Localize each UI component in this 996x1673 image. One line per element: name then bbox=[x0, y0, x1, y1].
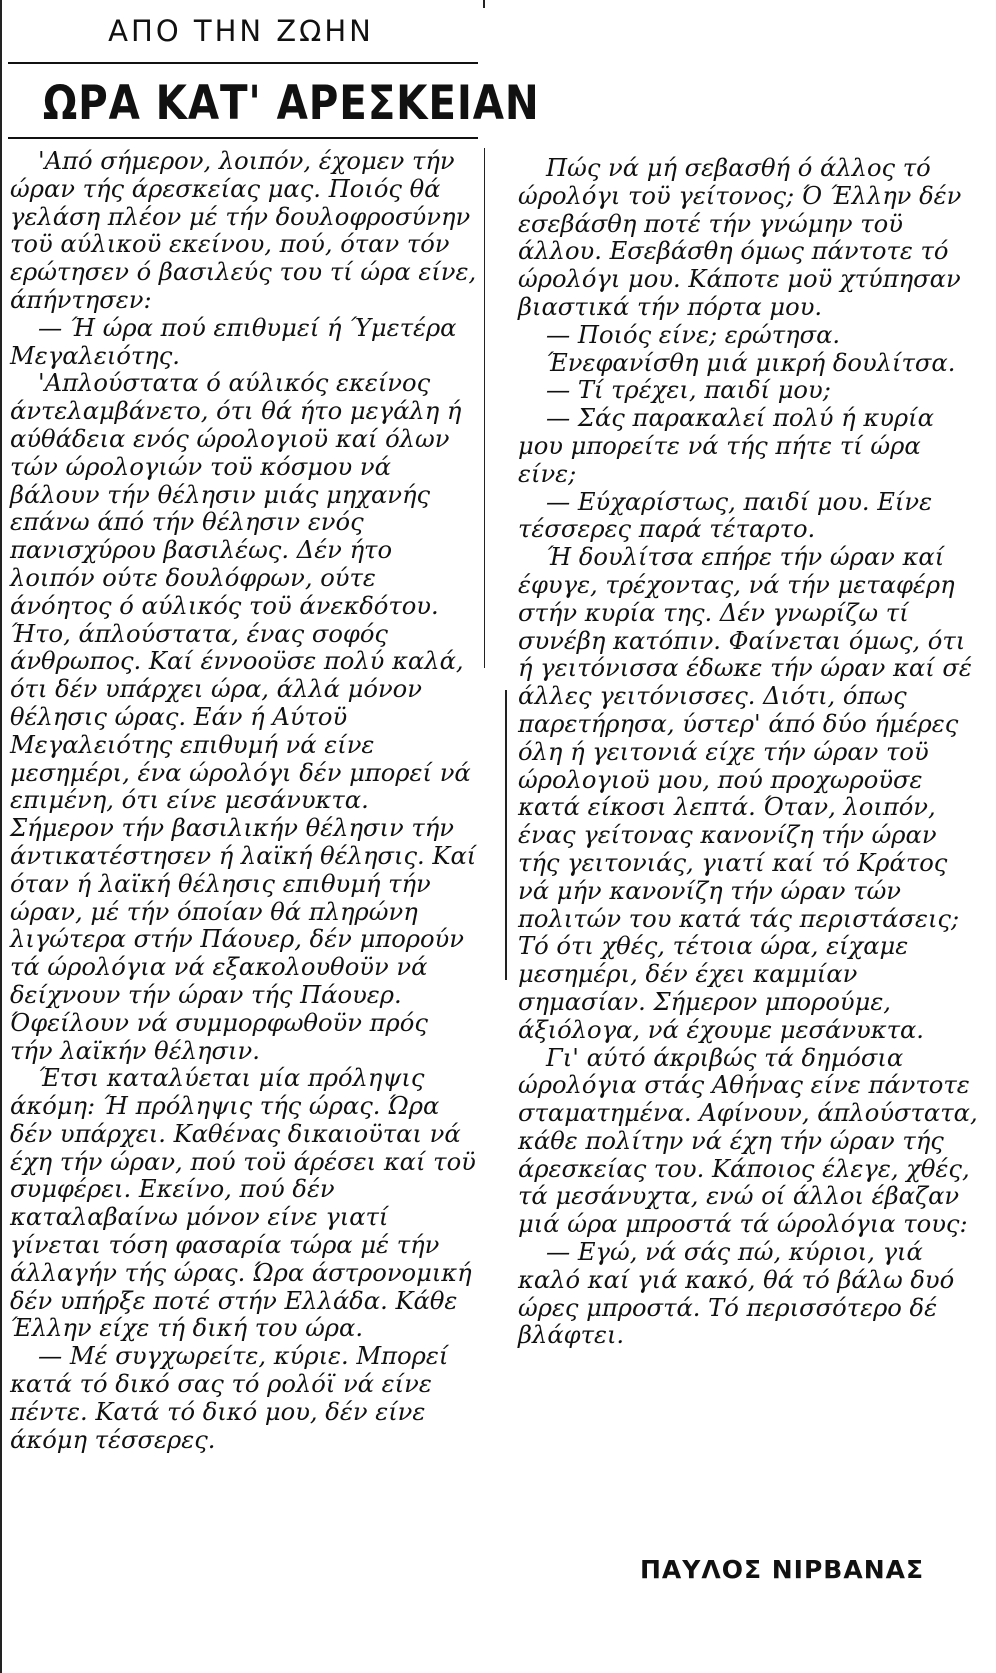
header-rule-top bbox=[8, 62, 478, 64]
paragraph: Ή δουλίτσα επήρε τήν ώραν καί έφυγε, τρέχοντας, νά τήν μεταφέρη στήν κυρία της. Δέν γνωρίζω τί συνέβη κατόπιν. Φαίνεται όμως, ότι ή γειτόνισσα έδωκε τήν ώραν καί σέ άλλες γειτόνισσες. Διότι, όπως παρετήρησα, ύστερ' άπό δύο ήμέρες όλη ή γειτονιά είχε τήν ώραν τοϋ ώρολογιοϋ μου, πού προχωροϋσε κατά είκοσι λεπτά. Όταν, λοιπόν, ένας γείτονας κανονίζη τήν ώραν τής γειτονιάς, γιατί καί τό Κράτος νά μήν κανονίζη τήν ώραν τών πολιτών του κατά τάς περιστάσεις; Τό ότι χθές, τέτοια ώρα, είχαμε μεσημέρι, δέν έχει καμμίαν σημασίαν. Σήμερον μπορούμε, άξιόλογα, νά έχουμε μεσάνυκτα. bbox=[518, 543, 972, 1044]
paragraph: — Ή ώρα πού επιθυμεί ή Ύμετέρα Μεγαλειότης. bbox=[10, 313, 457, 370]
paragraph: Πώς νά μή σεβασθή ό άλλος τό ώρολόγι τοϋ γείτονος; Ό Έλλην δέν εσεβάσθη ποτέ τήν γνώμην τοϋ άλλου. Εσεβάσθη όμως πάντοτε τό ώρολόγι μου. Κάποτε μοϋ χτύπησαν βιαστικά τήν πόρτα μου. bbox=[518, 154, 962, 321]
paragraph: Έτσι καταλύεται μία πρόληψις άκόμη: Ή πρόληψις τής ώρας. Ώρα δέν υπάρχει. Καθένας δικαιοϋται νά έχη τήν ώραν, πού τοϋ άρέσει καί τοϋ συμφέρει. Εκείνο, πού δέν καταλαβαίνω μόνον είνε γιατί γίνεται τόση φασαρία τώρα μέ τήν άλλαγήν τής ώρας. Ώρα άστρονομική δέν υπήρξε ποτέ στήν Ελλάδα. Κάθε Έλλην είχε τή δική του ώρα. bbox=[10, 1064, 476, 1343]
column-tick-mark bbox=[483, 0, 485, 8]
paragraph: 'Απλούστατα ό αύλικός εκείνος άντελαμβάνετο, ότι θά ήτο μεγάλη ή αύθάδεια ενός ώρολογιοϋ καί όλων τών ώρολογιών τοϋ κόσμου νά βάλουν τήν θέλησιν μιάς μηχανής επάνω άπό τήν θέλησιν ενός πανισχύρου βασιλέως. Δέν ήτο λοιπόν ούτε δουλόφρων, ούτε άνόητος ό αύλικός τοϋ άνεκδότου. Ήτο, άπλούστατα, ένας σοφός άνθρωπος. Καί έννοοϋσε πολύ καλά, ότι δέν υπάρχει ώρα, άλλά μόνον θέλησις ώρας. Εάν ή Αύτοϋ Μεγαλειότης επιθυμή νά είνε μεσημέρι, ένα ώρολόγι δέν μπορεί νά επιμένη, ότι είνε μεσάνυκτα. Σήμερον τήν βασιλικήν θέλησιν τήν άντικατέστησεν ή λαϊκή θέλησις. Καί όταν ή λαϊκή θέλησις επιθυμή τήν ώραν, μέ τήν όποίαν θά πληρώνη λιγώτερα στήν Πάουερ, δέν μπορούν τά ώρολόγια νά εξακολουθοϋν νά δείχνουν τήν ώραν τής Πάουερ. Όφείλουν νά συμμορφωθοϋν πρός τήν λαϊκήν θέλησιν. bbox=[10, 369, 477, 1065]
header-rule-bottom bbox=[8, 137, 478, 139]
paragraph: 'Από σήμερον, λοιπόν, έχομεν τήν ώραν τής άρεσκείας μας. Ποιός θά γελάση πλέον μέ τήν δουλοφροσύνην τοϋ αύλικοϋ εκείνου, πού, όταν τόν ερώτησεν ό βασιλεύς του τί ώρα είνε, άπήντησεν: bbox=[10, 147, 477, 314]
paragraph: — Σάς παρακαλεί πολύ ή κυρία μου μπορείτε νά τής πήτε τί ώρα είνε; bbox=[518, 404, 934, 488]
section-kicker: ΑΠΟ ΤΗΝ ΖΩΗΝ bbox=[108, 14, 374, 48]
column-divider-lower bbox=[505, 690, 507, 980]
paragraph: — Ποιός είνε; ερώτησα. bbox=[546, 320, 841, 349]
article-column-left bbox=[10, 148, 478, 1454]
author-signature: ΠΑΥΛΟΣ ΝΙΡΒΑΝΑΣ bbox=[640, 1555, 925, 1584]
column-divider-upper bbox=[484, 148, 485, 668]
article-column-right bbox=[518, 155, 984, 1350]
article-headline: ΩΡΑ ΚΑΤ' ΑΡΕΣΚΕΙΑΝ bbox=[42, 76, 540, 131]
left-border-line bbox=[0, 0, 2, 1673]
paragraph: Γι' αύτό άκριβώς τά δημόσια ώρολόγια στάς Αθήνας είνε πάντοτε σταματημένα. Αφίνουν, άπλούστατα, κάθε πολίτην νά έχη τήν ώραν τής άρεσκείας του. Κάποιος έλεγε, χθές, τά μεσάνυχτα, ενώ οί άλλοι έβαζαν μιά ώρα μπροστά τά ώρολόγια τους: bbox=[518, 1043, 978, 1239]
paragraph: — Μέ συγχωρείτε, κύριε. Μπορεί κατά τό δικό σας τό ρολόϊ νά είνε πέντε. Κατά τό δικό μου, δέν είνε άκόμη τέσσερες. bbox=[10, 1342, 449, 1454]
paragraph: — Εύχαρίστως, παιδί μου. Είνε τέσσερες παρά τέταρτο. bbox=[518, 487, 933, 544]
paragraph: — Εγώ, νά σάς πώ, κύριοι, γιά καλό καί γιά κακό, θά τό βάλω δυό ώρες μπροστά. Τό περισσότερο δέ βλάφτει. bbox=[518, 1238, 955, 1350]
paragraph: Ένεφανίσθη μιά μικρή δουλίτσα. bbox=[546, 348, 956, 377]
paragraph: — Τί τρέχει, παιδί μου; bbox=[546, 376, 831, 405]
